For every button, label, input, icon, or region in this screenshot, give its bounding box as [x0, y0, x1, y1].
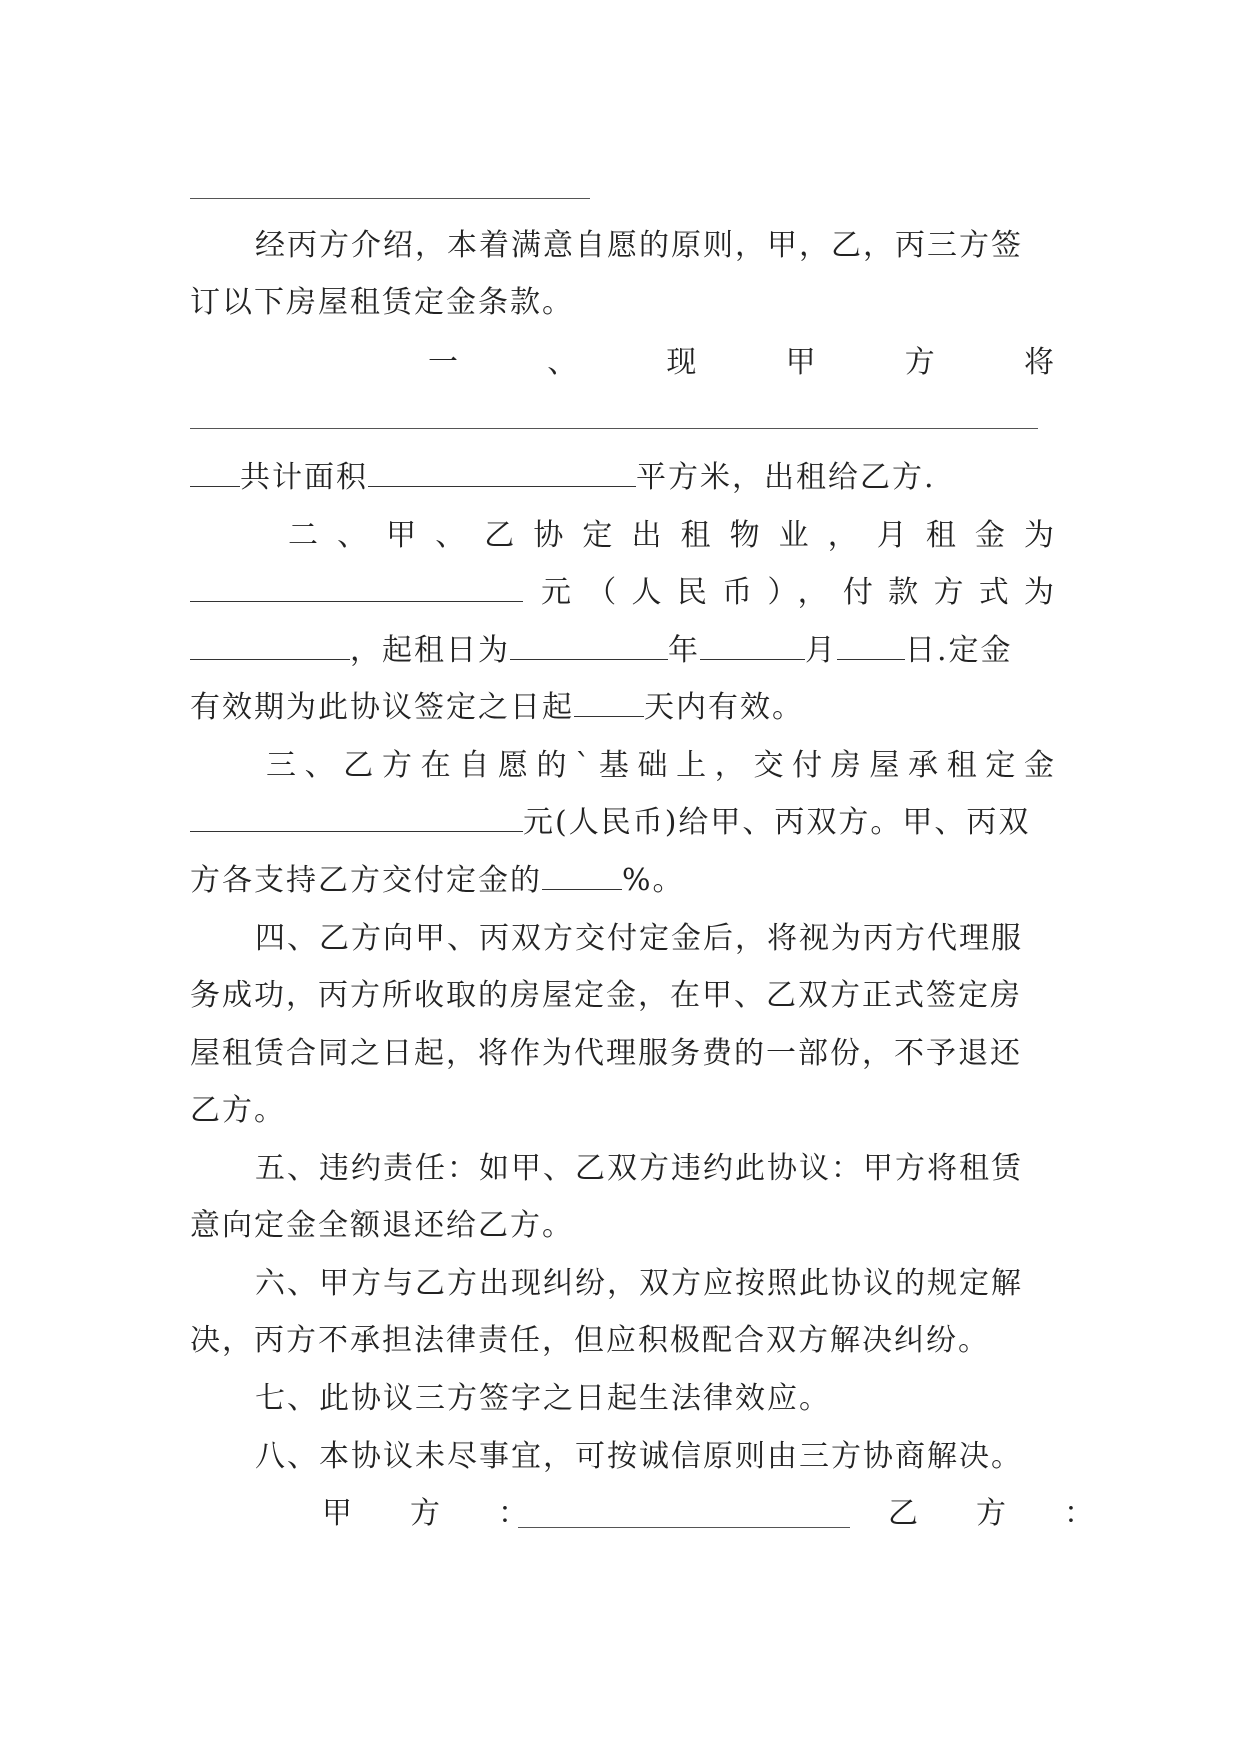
clause-2-line-3: ，起租日为 年 月 日.定金: [190, 631, 1056, 671]
clause-6-line-1: 六、甲方与乙方出现纠纷，双方应按照此协议的规定解: [255, 1266, 1023, 1301]
intro-line-2: 订以下房屋租赁定金条款。: [190, 285, 574, 320]
clause-2-line-4: 有效期为此协议签定之日起 天内有效。: [190, 690, 804, 725]
year-blank: [510, 635, 668, 660]
clause-2-line-1: 二、甲、乙协定出租物业，月租金为: [288, 518, 1056, 553]
clause-1-spread: 一 、 现 甲 方 将: [428, 345, 1056, 380]
intro-line-1: 经丙方介绍，本着满意自愿的原则，甲，乙，丙三方签: [255, 228, 1023, 263]
month-blank: [700, 635, 805, 660]
clause-4-line-3: 屋租赁合同之日起，将作为代理服务费的一部份，不予退还: [190, 1036, 1022, 1071]
signature-party-a-label: 甲 方 ：: [322, 1496, 542, 1531]
clause-3-line-2: 元(人民币)给甲、丙双方。甲、丙双: [190, 803, 1056, 843]
payment-method-blank: [190, 635, 350, 660]
clause-1-area-line: 共计面积 平方米，出租给乙方.: [190, 458, 1056, 498]
clause-3-line-3: 方各支持乙方交付定金的 %。: [190, 863, 685, 898]
clause-3-line-1: 三、乙方在自愿的`基础上，交付房屋承租定金: [266, 748, 1056, 783]
prefix-blank: [190, 462, 240, 487]
day-blank: [837, 635, 905, 660]
valid-days-blank: [574, 692, 644, 717]
clause-6-line-2: 决，丙方不承担法律责任，但应积极配合双方解决纠纷。: [190, 1323, 990, 1358]
deposit-blank: [190, 807, 523, 832]
percent-blank: [542, 865, 622, 890]
clause-5-line-2: 意向定金全额退还给乙方。: [190, 1208, 574, 1243]
clause-4-line-2: 务成功，丙方所收取的房屋定金，在甲、乙双方正式签定房: [190, 978, 1022, 1013]
clause-8-line-1: 八、本协议未尽事宜，可按诚信原则由三方协商解决。: [255, 1439, 1023, 1474]
rent-blank: [190, 577, 523, 602]
top-blank-rule: [190, 198, 590, 199]
signature-party-b-label: 乙 方 ：: [888, 1496, 1108, 1531]
clause-1-property-blank: [190, 428, 1038, 429]
clause-4-line-4: 乙方。: [190, 1093, 286, 1128]
clause-5-line-1: 五、违约责任：如甲、乙双方违约此协议：甲方将租赁: [255, 1151, 1023, 1186]
signature-party-a-blank: [518, 1527, 850, 1528]
clause-2-line-2: 元（人民币），付款方式为: [190, 573, 1056, 613]
area-blank: [368, 462, 636, 487]
clause-4-line-1: 四、乙方向甲、丙双方交付定金后，将视为丙方代理服: [255, 921, 1023, 956]
clause-7-line-1: 七、此协议三方签字之日起生法律效应。: [255, 1381, 831, 1416]
